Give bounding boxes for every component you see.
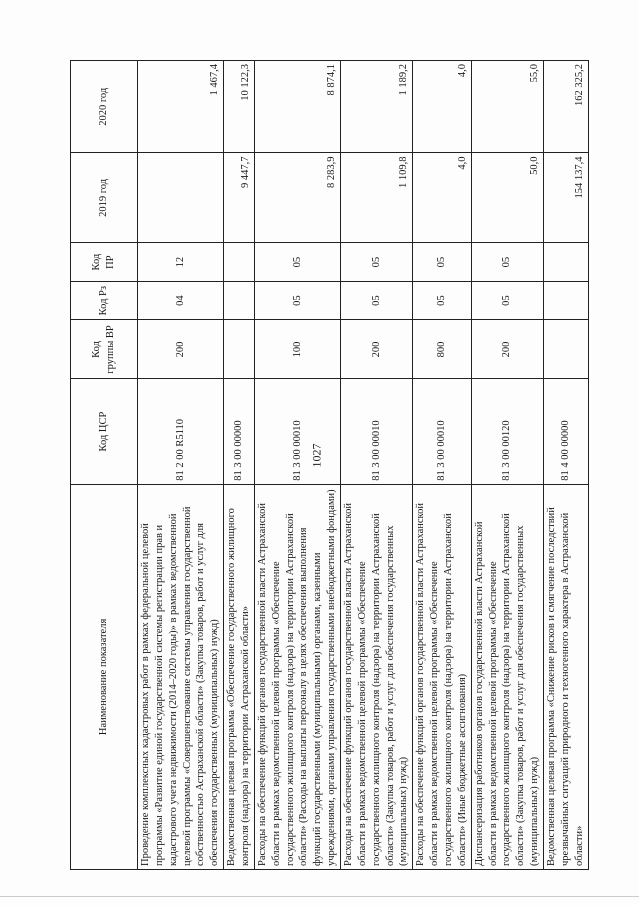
row-rz: 05 (254, 281, 340, 320)
table-row (224, 61, 255, 870)
row-2020: 1 189,2 (341, 61, 413, 154)
row-vr: 200 (138, 320, 224, 379)
header-name: Наименование показателя (71, 484, 138, 869)
header-2019: 2019 год (71, 153, 138, 243)
table-row (544, 61, 589, 870)
row-pr: 05 (471, 243, 543, 282)
row-csr: 81 3 00 00120 (471, 379, 543, 484)
row-name: Ведомственная целевая программа «Снижение рисков и смягчение последствий чрезвычайных ситуаций природного и техногенного характера в Астраханской области» (544, 484, 589, 869)
row-2019: 1 109,8 (341, 153, 413, 243)
table-row (413, 61, 471, 870)
budget-table (70, 60, 589, 870)
row-name: Расходы на обеспечение функций органов государственной власти Астраханской области в рамках ведомственной целевой программы «Обеспечение государственного жилищного контроля (надзора) на территории Астраханской области» (Закупка товаров, работ и услуг для обеспечения государственных (муниципальных) нужд) (341, 484, 413, 869)
page-number: 1027 (309, 443, 324, 468)
row-2020: 10 122,3 (224, 61, 255, 154)
table-row (341, 61, 413, 870)
row-vr: 200 (341, 320, 413, 379)
row-csr: 81 2 00 R5110 (138, 379, 224, 484)
header-2020: 2020 год (71, 61, 138, 154)
row-csr: 81 3 00 00010 (413, 379, 471, 484)
row-2020: 162 325,2 (544, 61, 589, 154)
row-pr (224, 243, 255, 282)
row-pr: 05 (254, 243, 340, 282)
table-row (138, 61, 224, 870)
table-header-row (71, 61, 138, 870)
row-pr (544, 243, 589, 282)
row-name: Ведомственная целевая программа «Обеспечение государственного жилищного контроля (надзора) на территории Астраханской области» (224, 484, 255, 869)
row-csr: 81 3 00 00000 (224, 379, 255, 484)
header-rz: Код Рз (71, 281, 138, 320)
row-rz: 04 (138, 281, 224, 320)
row-name: Проведение комплексных кадастровых работ в рамках федеральной целевой программы «Развитие единой государственной системы регистрации прав и кадастрового учета недвижимости (2014–2020 годы)» в рамках ведомственной целевой программы «Совершенствование системы управления государственной собственностью Астраханской области» (Закупка товаров, работ и услуг для обеспечения государственных (муниципальных) нужд) (138, 484, 224, 869)
header-pr: Код ПР (71, 243, 138, 282)
row-rz: 05 (471, 281, 543, 320)
row-2019: 8 283,9 (254, 153, 340, 243)
row-2019: 4,0 (413, 153, 471, 243)
row-rz: 05 (413, 281, 471, 320)
row-name: Расходы на обеспечение функций органов государственной власти Астраханской области в рамках ведомственной целевой программы «Обеспечение государственного жилищного контроля (надзора) на территории Астраханской области» (Иные бюджетные ассигнования) (413, 484, 471, 869)
row-rz: 05 (341, 281, 413, 320)
row-csr: 81 3 00 00010 (341, 379, 413, 484)
row-vr: 800 (413, 320, 471, 379)
row-csr: 81 3 00 00010 (254, 379, 340, 484)
header-vr: Код группы ВР (71, 320, 138, 379)
page-bottom-rule (0, 896, 639, 897)
row-vr: 100 (254, 320, 340, 379)
table-row (254, 61, 340, 870)
row-rz (224, 281, 255, 320)
row-2019 (138, 153, 224, 243)
row-2019: 50,0 (471, 153, 543, 243)
row-2020: 55,0 (471, 61, 543, 154)
rotated-page (70, 60, 602, 870)
row-2019: 154 137,4 (544, 153, 589, 243)
row-vr (544, 320, 589, 379)
row-pr: 05 (413, 243, 471, 282)
row-name: Расходы на обеспечение функций органов государственной власти Астраханской области в рамках ведомственной целевой программы «Обеспечение государственного жилищного контроля (надзора) на территории Астраханской области» (Расходы на выплаты персоналу в целях обеспечения выполнения функций государственными (муниципальными) органами, казенными учреждениями, органами управления государственными внебюджетными фондами) (254, 484, 340, 869)
row-2019: 9 447,7 (224, 153, 255, 243)
row-2020: 1 467,4 (138, 61, 224, 154)
row-name: Диспансеризация работников органов государственной власти Астраханской области в рамках ведомственной целевой программы «Обеспечение государственного жилищного контроля (надзора) на территории Астраханской области» (Закупка товаров, работ и услуг для обеспечения государственных (муниципальных) нужд) (471, 484, 543, 869)
row-2020: 4,0 (413, 61, 471, 154)
row-2020: 8 874,1 (254, 61, 340, 154)
row-vr (224, 320, 255, 379)
row-rz (544, 281, 589, 320)
row-pr: 12 (138, 243, 224, 282)
table-row (471, 61, 543, 870)
header-csr: Код ЦСР (71, 379, 138, 484)
row-vr: 200 (471, 320, 543, 379)
row-csr: 81 4 00 00000 (544, 379, 589, 484)
row-pr: 05 (341, 243, 413, 282)
